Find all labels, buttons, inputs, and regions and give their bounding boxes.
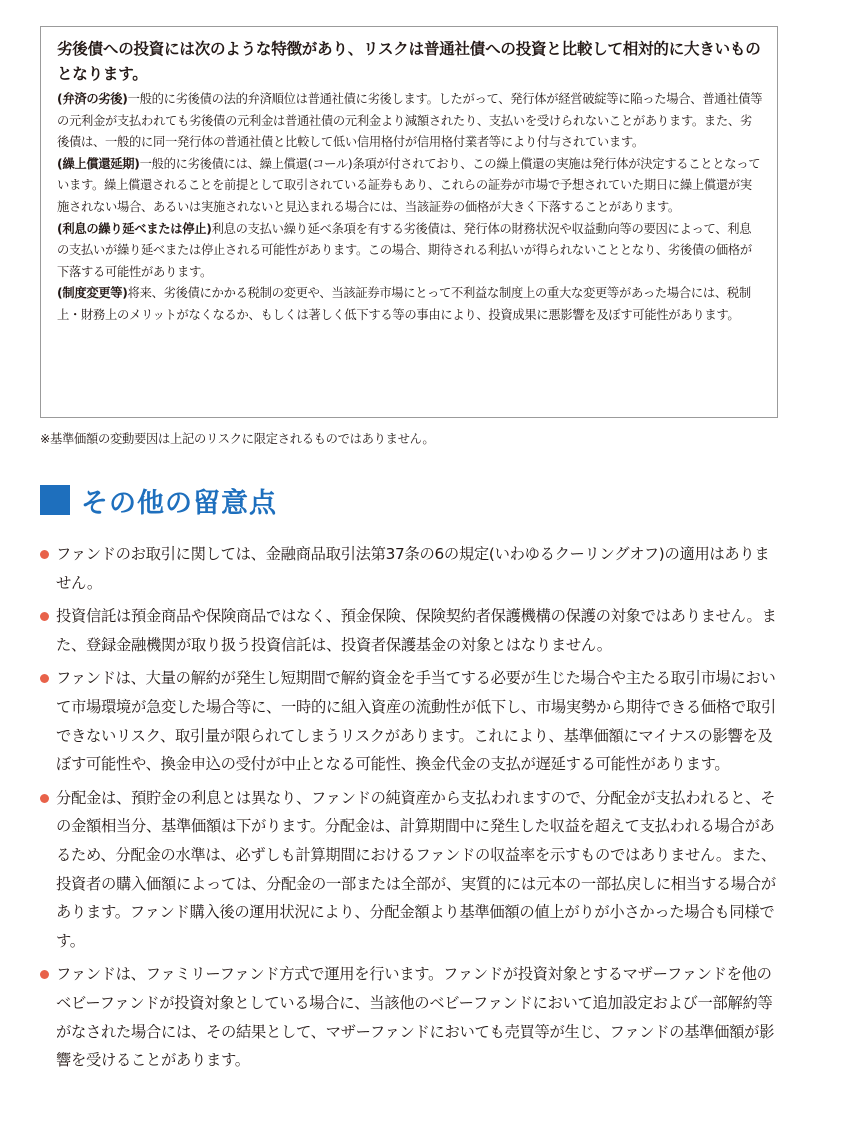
list-item-text: 投資信託は預金商品や保険商品ではなく、預金保険、保険契約者保護機構の保護の対象ではありません。また、登録金融機関が取り扱う投資信託は、投資者保護基金の対象とはなりません。 — [56, 607, 777, 654]
risk-item-heading: (弁済の劣後) — [57, 92, 128, 106]
bullet-dot-icon — [40, 970, 49, 979]
risk-box-lead: 劣後債への投資には次のような特徴があり、リスクは普通社債への投資と比較して相対的に大きいものとなります。 — [57, 40, 761, 83]
bullet-dot-icon — [40, 612, 49, 621]
list-item — [40, 960, 780, 1074]
risk-item-interest-deferral — [57, 219, 763, 284]
risk-item-text: 一般的に劣後債の法的弁済順位は普通社債に劣後します。したがって、発行体が経営破綻等に陥った場合、普通社債等の元利金が支払われても劣後債の元利金は普通社債の元利金より減額されたり、支払いを受けられないことがあります。また、劣後債は、一般的に同一発行体の普通社債と比較して低い信用格付が信用格付業者等により付与されています。 — [57, 92, 763, 150]
notes-list — [40, 540, 780, 1080]
bullet-dot-icon — [40, 550, 49, 559]
risk-item-heading: (制度変更等) — [57, 286, 128, 301]
risk-item-repayment — [57, 89, 763, 154]
risk-item-text: 利息の支払い繰り延べ条項を有する劣後債は、発行体の財務状況や収益動向等の要因によって、利息の支払いが繰り延べまたは停止される可能性があります。この場合、期待される利払いが得られないこととなり、劣後債の価格が下落する可能性があります。 — [57, 221, 752, 279]
risk-item-heading: (利息の繰り延べまたは停止) — [57, 221, 212, 236]
section-heading — [40, 480, 277, 520]
bullet-dot-icon — [40, 794, 49, 803]
risk-item-regulatory-change — [57, 283, 763, 326]
risk-item-heading: (繰上償還延期) — [57, 156, 140, 171]
list-item — [40, 664, 780, 778]
heading-square-icon — [40, 485, 70, 515]
list-item — [40, 784, 780, 956]
list-item — [40, 602, 780, 659]
risk-footnote: ※基準価額の変動要因は上記のリスクに限定されるものではありません。 — [40, 432, 435, 446]
section-title: その他の留意点 — [81, 487, 277, 519]
list-item-text: 分配金は、預貯金の利息とは異なり、ファンドの純資産から支払われますので、分配金が支払われると、その金額相当分、基準価額は下がります。分配金は、計算期間中に発生した収益を超えて支払われる場合があるため、分配金の水準は、必ずしも計算期間におけるファンドの収益率を示すものではありません。また、投資者の購入価額によっては、分配金の一部または全部が、実質的には元本の一部払戻しに相当する場合があります。ファンド購入後の運用状況により、分配金額より基準価額の値上がりが小さかった場合も同様です。 — [56, 788, 776, 950]
bullet-dot-icon — [40, 674, 49, 683]
list-item-text: ファンドのお取引に関しては、金融商品取引法第37条の6の規定(いわゆるクーリングオフ)の適用はありません。 — [56, 545, 770, 592]
risk-item-call-extension — [57, 154, 763, 219]
risk-item-text: 将来、劣後債にかかる税制の変更や、当該証券市場にとって不利益な制度上の重大な変更等があった場合には、税制上・財務上のメリットがなくなるか、もしくは著しく低下する等の事由により、投資成果に悪影響を及ぼす可能性があります。 — [57, 286, 751, 322]
list-item-text: ファンドは、大量の解約が発生し短期間で解約資金を手当てする必要が生じた場合や主たる取引市場において市場環境が急変した場合等に、一時的に組入資産の流動性が低下し、市場実勢から期待できる価格で取引できないリスク、取引量が限られてしまうリスクがあります。これにより、基準価額にマイナスの影響を及ぼす可能性や、換金申込の受付が中止となる可能性、換金代金の支払が遅延する可能性があります。 — [56, 669, 776, 774]
list-item — [40, 540, 780, 597]
subordinated-bond-risk-box — [40, 26, 778, 418]
risk-item-text: 一般的に劣後債には、繰上償還(コール)条項が付されており、この繰上償還の実施は発行体が決定することとなっています。繰上償還されることを前提として取引されている証券もあり、これらの証券が市場で予想されていた期日に繰上償還が実施されない場合、あるいは実施されないと見込まれる場合には、当該証券の価格が大きく下落することがあります。 — [57, 156, 761, 214]
list-item-text: ファンドは、ファミリーファンド方式で運用を行います。ファンドが投資対象とするマザーファンドを他のベビーファンドが投資対象としている場合に、当該他のベビーファンドにおいて追加設定および一部解約等がなされた場合には、その結果として、マザーファンドにおいても売買等が生じ、ファンドの基準価額が影響を受けることがあります。 — [56, 965, 775, 1070]
